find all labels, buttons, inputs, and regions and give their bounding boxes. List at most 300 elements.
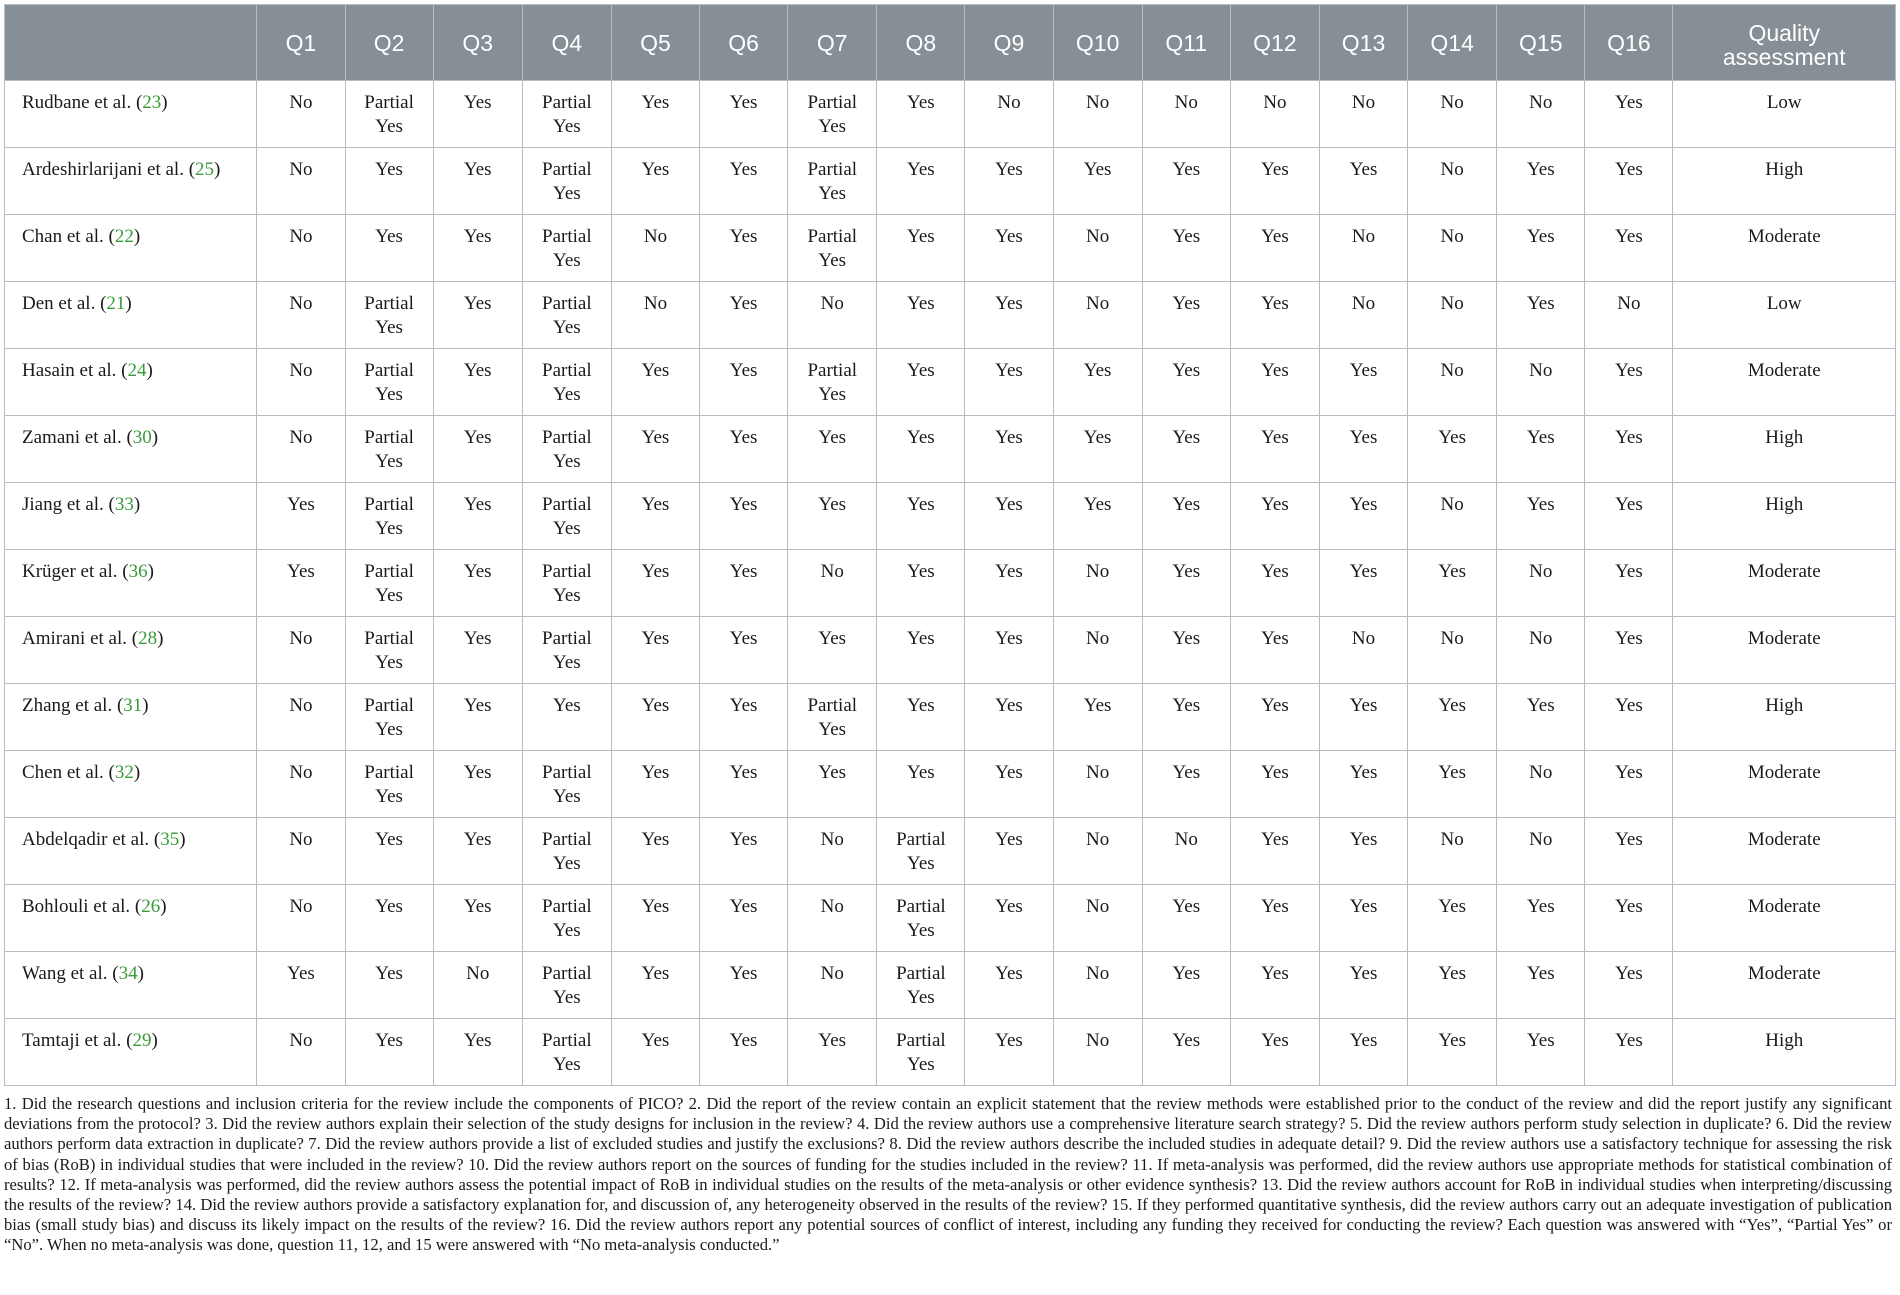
answer-cell-q15: Yes	[1497, 416, 1585, 483]
answer-cell-q15: Yes	[1497, 148, 1585, 215]
header-q4: Q4	[522, 5, 611, 81]
answer-cell-q3: Yes	[433, 81, 522, 148]
answer-cell-q7: Partial Yes	[788, 349, 877, 416]
answer-cell-q14: No	[1408, 617, 1497, 684]
reference-close-paren: )	[146, 360, 153, 381]
answer-cell-q12: Yes	[1230, 818, 1319, 885]
answer-cell-q13: Yes	[1319, 952, 1407, 1019]
answer-cell-q12: Yes	[1230, 617, 1319, 684]
answer-cell-q10: Yes	[1053, 148, 1142, 215]
answer-cell-q16: Yes	[1585, 684, 1673, 751]
study-name: Zamani et al. (	[22, 427, 133, 448]
reference-link[interactable]: 21	[106, 293, 126, 314]
answer-cell-q3: Yes	[433, 550, 522, 617]
answer-cell-q8: Yes	[877, 81, 965, 148]
answer-cell-q9: Yes	[965, 684, 1053, 751]
answer-cell-q1: No	[257, 81, 345, 148]
reference-link[interactable]: 26	[141, 896, 161, 917]
study-name: Wang et al. (	[22, 963, 119, 984]
answer-cell-q3: Yes	[433, 684, 522, 751]
table-row	[5, 148, 1896, 215]
answer-cell-q15: No	[1497, 349, 1585, 416]
answer-cell-q4: Partial Yes	[522, 215, 611, 282]
table-footnote: 1. Did the research questions and inclusion criteria for the review include the components of PICO? 2. Did the report of the review contain an explicit statement that the review methods were established prior to the conduct of the review and did the report justify any significant deviations from the protocol? 3. Did the review authors explain their selection of the study designs for inclusion in the review? 4. Did the review authors use a comprehensive literature search strategy? 5. Did the review authors perform study selection in duplicate? 6. Did the review authors perform data extraction in duplicate? 7. Did the review authors provide a list of excluded studies and justify the exclusions? 8. Did the review authors describe the included studies in adequate detail? 9. Did the review authors use a satisfactory technique for assessing the risk of bias (RoB) in individual studies that were included in the review? 10. Did the review authors report on the sources of funding for the studies included in the review? 11. If meta-analysis was performed, did the review authors use appropriate methods for statistical combination of results? 12. If meta-analysis was performed, did the review authors assess the potential impact of RoB in individual studies on the results of the meta-analysis or other evidence synthesis? 13. Did the review authors account for RoB in individual studies when interpreting/discussing the results of the review? 14. Did the review authors provide a satisfactory explanation for, and discussion of, any heterogeneity observed in the results of the review? 15. If they performed quantitative synthesis, did the review authors carry out an adequate investigation of publication bias (small study bias) and discuss its likely impact on the results of the review? 16. Did the review authors report any potential sources of conflict of interest, including any funding they received for conducting the review? Each question was answered with “Yes”, “Partial Yes” or “No”. When no meta-analysis was done, question 11, 12, and 15 were answered with “No meta-analysis conducted.”	[4, 1094, 1892, 1255]
answer-cell-q8: Yes	[877, 215, 965, 282]
answer-cell-q5: Yes	[611, 1019, 699, 1086]
answer-cell-q5: Yes	[611, 885, 699, 952]
table-row	[5, 952, 1896, 1019]
answer-cell-q16: Yes	[1585, 952, 1673, 1019]
quality-cell: Moderate	[1673, 885, 1896, 952]
table-body	[5, 81, 1896, 1086]
answer-cell-q2: Yes	[345, 818, 433, 885]
answer-cell-q7: Partial Yes	[788, 148, 877, 215]
answer-cell-q4: Partial Yes	[522, 483, 611, 550]
answer-cell-q15: Yes	[1497, 1019, 1585, 1086]
answer-cell-q3: Yes	[433, 282, 522, 349]
answer-cell-q2: Partial Yes	[345, 416, 433, 483]
answer-cell-q10: No	[1053, 550, 1142, 617]
quality-cell: High	[1673, 1019, 1896, 1086]
answer-cell-q12: Yes	[1230, 416, 1319, 483]
answer-cell-q13: No	[1319, 215, 1407, 282]
reference-link[interactable]: 23	[142, 92, 162, 113]
answer-cell-q14: No	[1408, 483, 1497, 550]
answer-cell-q6: Yes	[700, 416, 788, 483]
answer-cell-q10: Yes	[1053, 483, 1142, 550]
answer-cell-q6: Yes	[700, 550, 788, 617]
answer-cell-q8: Yes	[877, 148, 965, 215]
table-row	[5, 416, 1896, 483]
answer-cell-q5: Yes	[611, 617, 699, 684]
answer-cell-q1: No	[257, 148, 345, 215]
answer-cell-q9: Yes	[965, 215, 1053, 282]
header-q3: Q3	[433, 5, 522, 81]
answer-cell-q10: No	[1053, 282, 1142, 349]
answer-cell-q7: Partial Yes	[788, 81, 877, 148]
reference-link[interactable]: 24	[127, 360, 147, 381]
answer-cell-q6: Yes	[700, 885, 788, 952]
answer-cell-q6: Yes	[700, 215, 788, 282]
study-cell	[5, 215, 257, 282]
reference-link[interactable]: 28	[138, 628, 158, 649]
answer-cell-q16: No	[1585, 282, 1673, 349]
answer-cell-q12: Yes	[1230, 215, 1319, 282]
header-q1: Q1	[257, 5, 345, 81]
answer-cell-q10: Yes	[1053, 416, 1142, 483]
study-name: Tamtaji et al. (	[22, 1030, 133, 1051]
quality-cell: Moderate	[1673, 818, 1896, 885]
answer-cell-q16: Yes	[1585, 81, 1673, 148]
answer-cell-q7: No	[788, 952, 877, 1019]
quality-cell: Moderate	[1673, 751, 1896, 818]
table-row	[5, 1019, 1896, 1086]
answer-cell-q7: No	[788, 885, 877, 952]
answer-cell-q7: No	[788, 282, 877, 349]
table-row	[5, 617, 1896, 684]
answer-cell-q4: Partial Yes	[522, 282, 611, 349]
answer-cell-q3: Yes	[433, 751, 522, 818]
answer-cell-q5: Yes	[611, 818, 699, 885]
table-row	[5, 751, 1896, 818]
reference-link[interactable]: 25	[195, 159, 215, 180]
answer-cell-q13: Yes	[1319, 483, 1407, 550]
answer-cell-q14: No	[1408, 148, 1497, 215]
answer-cell-q13: Yes	[1319, 818, 1407, 885]
quality-cell: Moderate	[1673, 215, 1896, 282]
table-row	[5, 684, 1896, 751]
answer-cell-q13: Yes	[1319, 885, 1407, 952]
answer-cell-q1: Yes	[257, 483, 345, 550]
answer-cell-q4: Partial Yes	[522, 818, 611, 885]
answer-cell-q2: Partial Yes	[345, 81, 433, 148]
answer-cell-q2: Yes	[345, 215, 433, 282]
answer-cell-q3: Yes	[433, 416, 522, 483]
answer-cell-q12: Yes	[1230, 148, 1319, 215]
answer-cell-q12: Yes	[1230, 952, 1319, 1019]
answer-cell-q10: Yes	[1053, 684, 1142, 751]
answer-cell-q14: Yes	[1408, 684, 1497, 751]
answer-cell-q9: Yes	[965, 885, 1053, 952]
answer-cell-q6: Yes	[700, 751, 788, 818]
answer-cell-q15: Yes	[1497, 483, 1585, 550]
table-row	[5, 550, 1896, 617]
answer-cell-q5: Yes	[611, 952, 699, 1019]
study-name: Zhang et al. (	[22, 695, 124, 716]
answer-cell-q16: Yes	[1585, 1019, 1673, 1086]
answer-cell-q14: Yes	[1408, 952, 1497, 1019]
table-container	[4, 4, 1896, 1256]
answer-cell-q7: Yes	[788, 751, 877, 818]
answer-cell-q4: Partial Yes	[522, 751, 611, 818]
answer-cell-q9: Yes	[965, 1019, 1053, 1086]
header-q7: Q7	[788, 5, 877, 81]
answer-cell-q13: Yes	[1319, 1019, 1407, 1086]
table-row	[5, 215, 1896, 282]
answer-cell-q13: Yes	[1319, 751, 1407, 818]
answer-cell-q6: Yes	[700, 483, 788, 550]
answer-cell-q7: Yes	[788, 617, 877, 684]
answer-cell-q7: Partial Yes	[788, 684, 877, 751]
answer-cell-q10: No	[1053, 751, 1142, 818]
answer-cell-q5: Yes	[611, 684, 699, 751]
answer-cell-q12: Yes	[1230, 349, 1319, 416]
study-name: Hasain et al. (	[22, 360, 128, 381]
answer-cell-q15: No	[1497, 617, 1585, 684]
answer-cell-q10: No	[1053, 952, 1142, 1019]
answer-cell-q16: Yes	[1585, 349, 1673, 416]
study-cell	[5, 885, 257, 952]
quality-cell: Low	[1673, 81, 1896, 148]
study-name: Abdelqadir et al. (	[22, 829, 161, 850]
reference-link[interactable]: 35	[160, 829, 180, 850]
study-cell	[5, 751, 257, 818]
reference-close-paren: )	[133, 494, 141, 515]
answer-cell-q8: Partial Yes	[877, 952, 965, 1019]
answer-cell-q1: No	[257, 684, 345, 751]
quality-cell: Low	[1673, 282, 1896, 349]
answer-cell-q4: Partial Yes	[522, 550, 611, 617]
answer-cell-q11: Yes	[1142, 885, 1230, 952]
answer-cell-q14: Yes	[1408, 416, 1497, 483]
answer-cell-q8: Yes	[877, 684, 965, 751]
answer-cell-q12: No	[1230, 81, 1319, 148]
header-q16: Q16	[1585, 5, 1673, 81]
answer-cell-q5: Yes	[611, 483, 699, 550]
answer-cell-q7: Yes	[788, 483, 877, 550]
answer-cell-q7: Partial Yes	[788, 215, 877, 282]
answer-cell-q7: Yes	[788, 416, 877, 483]
header-q13: Q13	[1319, 5, 1407, 81]
answer-cell-q9: Yes	[965, 148, 1053, 215]
study-cell	[5, 416, 257, 483]
reference-link[interactable]: 31	[123, 695, 143, 716]
answer-cell-q3: No	[433, 952, 522, 1019]
answer-cell-q5: Yes	[611, 416, 699, 483]
answer-cell-q9: Yes	[965, 550, 1053, 617]
answer-cell-q16: Yes	[1585, 818, 1673, 885]
answer-cell-q8: Yes	[877, 617, 965, 684]
quality-cell: High	[1673, 483, 1896, 550]
answer-cell-q9: No	[965, 81, 1053, 148]
answer-cell-q13: No	[1319, 617, 1407, 684]
answer-cell-q14: Yes	[1408, 885, 1497, 952]
answer-cell-q9: Yes	[965, 416, 1053, 483]
answer-cell-q11: Yes	[1142, 416, 1230, 483]
reference-close-paren: )	[214, 159, 221, 180]
reference-close-paren: )	[125, 293, 132, 314]
reference-link[interactable]: 33	[114, 494, 134, 515]
answer-cell-q3: Yes	[433, 215, 522, 282]
answer-cell-q10: No	[1053, 617, 1142, 684]
answer-cell-q14: No	[1408, 81, 1497, 148]
answer-cell-q9: Yes	[965, 818, 1053, 885]
answer-cell-q8: Yes	[877, 550, 965, 617]
study-name: Jiang et al. (	[22, 494, 115, 515]
answer-cell-q10: No	[1053, 1019, 1142, 1086]
answer-cell-q9: Yes	[965, 483, 1053, 550]
study-cell	[5, 148, 257, 215]
answer-cell-q11: Yes	[1142, 550, 1230, 617]
answer-cell-q11: Yes	[1142, 215, 1230, 282]
answer-cell-q13: No	[1319, 81, 1407, 148]
answer-cell-q16: Yes	[1585, 617, 1673, 684]
quality-cell: Moderate	[1673, 349, 1896, 416]
answer-cell-q2: Partial Yes	[345, 751, 433, 818]
header-q6: Q6	[700, 5, 788, 81]
answer-cell-q8: Partial Yes	[877, 885, 965, 952]
answer-cell-q3: Yes	[433, 483, 522, 550]
answer-cell-q15: Yes	[1497, 215, 1585, 282]
header-q11: Q11	[1142, 5, 1230, 81]
answer-cell-q14: No	[1408, 818, 1497, 885]
answer-cell-q11: No	[1142, 81, 1230, 148]
study-name: Krüger et al. (	[22, 561, 129, 582]
answer-cell-q4: Partial Yes	[522, 617, 611, 684]
answer-cell-q14: No	[1408, 215, 1497, 282]
answer-cell-q6: Yes	[700, 282, 788, 349]
answer-cell-q2: Yes	[345, 952, 433, 1019]
answer-cell-q5: Yes	[611, 81, 699, 148]
table-row	[5, 349, 1896, 416]
answer-cell-q5: Yes	[611, 349, 699, 416]
answer-cell-q10: No	[1053, 215, 1142, 282]
answer-cell-q12: Yes	[1230, 1019, 1319, 1086]
reference-close-paren: )	[157, 628, 164, 649]
study-cell	[5, 818, 257, 885]
answer-cell-q5: Yes	[611, 751, 699, 818]
answer-cell-q2: Yes	[345, 1019, 433, 1086]
table-row	[5, 885, 1896, 952]
study-cell	[5, 483, 257, 550]
reference-link[interactable]: 36	[128, 561, 148, 582]
answer-cell-q16: Yes	[1585, 885, 1673, 952]
answer-cell-q1: Yes	[257, 952, 345, 1019]
amstar-table	[4, 4, 1896, 1086]
header-q9: Q9	[965, 5, 1053, 81]
answer-cell-q4: Partial Yes	[522, 885, 611, 952]
answer-cell-q11: Yes	[1142, 282, 1230, 349]
reference-close-paren: )	[151, 427, 159, 448]
study-cell	[5, 684, 257, 751]
study-cell	[5, 1019, 257, 1086]
answer-cell-q8: Partial Yes	[877, 1019, 965, 1086]
answer-cell-q4: Yes	[522, 684, 611, 751]
answer-cell-q10: No	[1053, 885, 1142, 952]
quality-cell: Moderate	[1673, 550, 1896, 617]
answer-cell-q16: Yes	[1585, 416, 1673, 483]
answer-cell-q11: Yes	[1142, 751, 1230, 818]
answer-cell-q6: Yes	[700, 1019, 788, 1086]
answer-cell-q5: Yes	[611, 550, 699, 617]
study-cell	[5, 952, 257, 1019]
answer-cell-q12: Yes	[1230, 684, 1319, 751]
reference-close-paren: )	[137, 963, 144, 984]
answer-cell-q8: Yes	[877, 349, 965, 416]
reference-link[interactable]: 29	[132, 1030, 152, 1051]
header-q5: Q5	[611, 5, 699, 81]
answer-cell-q6: Yes	[700, 818, 788, 885]
answer-cell-q11: Yes	[1142, 349, 1230, 416]
reference-close-paren: )	[179, 829, 186, 850]
reference-close-paren: )	[133, 226, 141, 247]
answer-cell-q9: Yes	[965, 952, 1053, 1019]
answer-cell-q6: Yes	[700, 684, 788, 751]
answer-cell-q16: Yes	[1585, 148, 1673, 215]
answer-cell-q10: No	[1053, 818, 1142, 885]
answer-cell-q2: Partial Yes	[345, 617, 433, 684]
study-name: Chen et al. (	[22, 762, 115, 783]
header-q10: Q10	[1053, 5, 1142, 81]
answer-cell-q15: Yes	[1497, 684, 1585, 751]
answer-cell-q6: Yes	[700, 617, 788, 684]
answer-cell-q9: Yes	[965, 617, 1053, 684]
reference-close-paren: )	[151, 1030, 158, 1051]
answer-cell-q12: Yes	[1230, 282, 1319, 349]
answer-cell-q1: Yes	[257, 550, 345, 617]
study-cell	[5, 282, 257, 349]
answer-cell-q16: Yes	[1585, 483, 1673, 550]
study-name: Den et al. (	[22, 293, 107, 314]
answer-cell-q9: Yes	[965, 751, 1053, 818]
answer-cell-q8: Yes	[877, 282, 965, 349]
header-study	[5, 5, 257, 81]
reference-close-paren: )	[160, 896, 167, 917]
answer-cell-q13: Yes	[1319, 550, 1407, 617]
answer-cell-q7: No	[788, 818, 877, 885]
reference-close-paren: )	[142, 695, 149, 716]
answer-cell-q8: Yes	[877, 416, 965, 483]
answer-cell-q3: Yes	[433, 349, 522, 416]
study-name: Chan et al. (	[22, 226, 115, 247]
answer-cell-q5: No	[611, 282, 699, 349]
answer-cell-q11: Yes	[1142, 617, 1230, 684]
study-cell	[5, 617, 257, 684]
answer-cell-q6: Yes	[700, 81, 788, 148]
study-cell	[5, 550, 257, 617]
answer-cell-q11: No	[1142, 818, 1230, 885]
answer-cell-q13: Yes	[1319, 148, 1407, 215]
study-cell	[5, 349, 257, 416]
answer-cell-q13: No	[1319, 282, 1407, 349]
answer-cell-q3: Yes	[433, 818, 522, 885]
answer-cell-q3: Yes	[433, 617, 522, 684]
quality-cell: High	[1673, 684, 1896, 751]
header-quality-line: Quality	[1748, 19, 1821, 46]
reference-link[interactable]: 34	[118, 963, 138, 984]
answer-cell-q15: No	[1497, 81, 1585, 148]
reference-close-paren: )	[133, 762, 141, 783]
answer-cell-q5: Yes	[611, 148, 699, 215]
answer-cell-q15: Yes	[1497, 952, 1585, 1019]
answer-cell-q11: Yes	[1142, 684, 1230, 751]
reference-close-paren: )	[147, 561, 154, 582]
answer-cell-q13: Yes	[1319, 684, 1407, 751]
answer-cell-q9: Yes	[965, 349, 1053, 416]
reference-link[interactable]: 22	[114, 226, 134, 247]
answer-cell-q15: Yes	[1497, 885, 1585, 952]
answer-cell-q12: Yes	[1230, 483, 1319, 550]
answer-cell-q1: No	[257, 885, 345, 952]
answer-cell-q11: Yes	[1142, 1019, 1230, 1086]
answer-cell-q14: Yes	[1408, 1019, 1497, 1086]
answer-cell-q13: Yes	[1319, 349, 1407, 416]
answer-cell-q4: Partial Yes	[522, 349, 611, 416]
reference-link[interactable]: 30	[132, 427, 152, 448]
answer-cell-q2: Partial Yes	[345, 684, 433, 751]
answer-cell-q1: No	[257, 416, 345, 483]
table-row	[5, 483, 1896, 550]
header-q14: Q14	[1408, 5, 1497, 81]
table-row	[5, 818, 1896, 885]
answer-cell-q1: No	[257, 282, 345, 349]
reference-close-paren: )	[161, 92, 168, 113]
table-row	[5, 282, 1896, 349]
header-q12: Q12	[1230, 5, 1319, 81]
quality-cell: Moderate	[1673, 952, 1896, 1019]
answer-cell-q1: No	[257, 349, 345, 416]
study-cell	[5, 81, 257, 148]
answer-cell-q15: No	[1497, 818, 1585, 885]
answer-cell-q12: Yes	[1230, 550, 1319, 617]
quality-cell: High	[1673, 416, 1896, 483]
answer-cell-q3: Yes	[433, 885, 522, 952]
reference-link[interactable]: 32	[114, 762, 134, 783]
answer-cell-q4: Partial Yes	[522, 952, 611, 1019]
answer-cell-q14: No	[1408, 282, 1497, 349]
answer-cell-q1: No	[257, 215, 345, 282]
answer-cell-q4: Partial Yes	[522, 416, 611, 483]
